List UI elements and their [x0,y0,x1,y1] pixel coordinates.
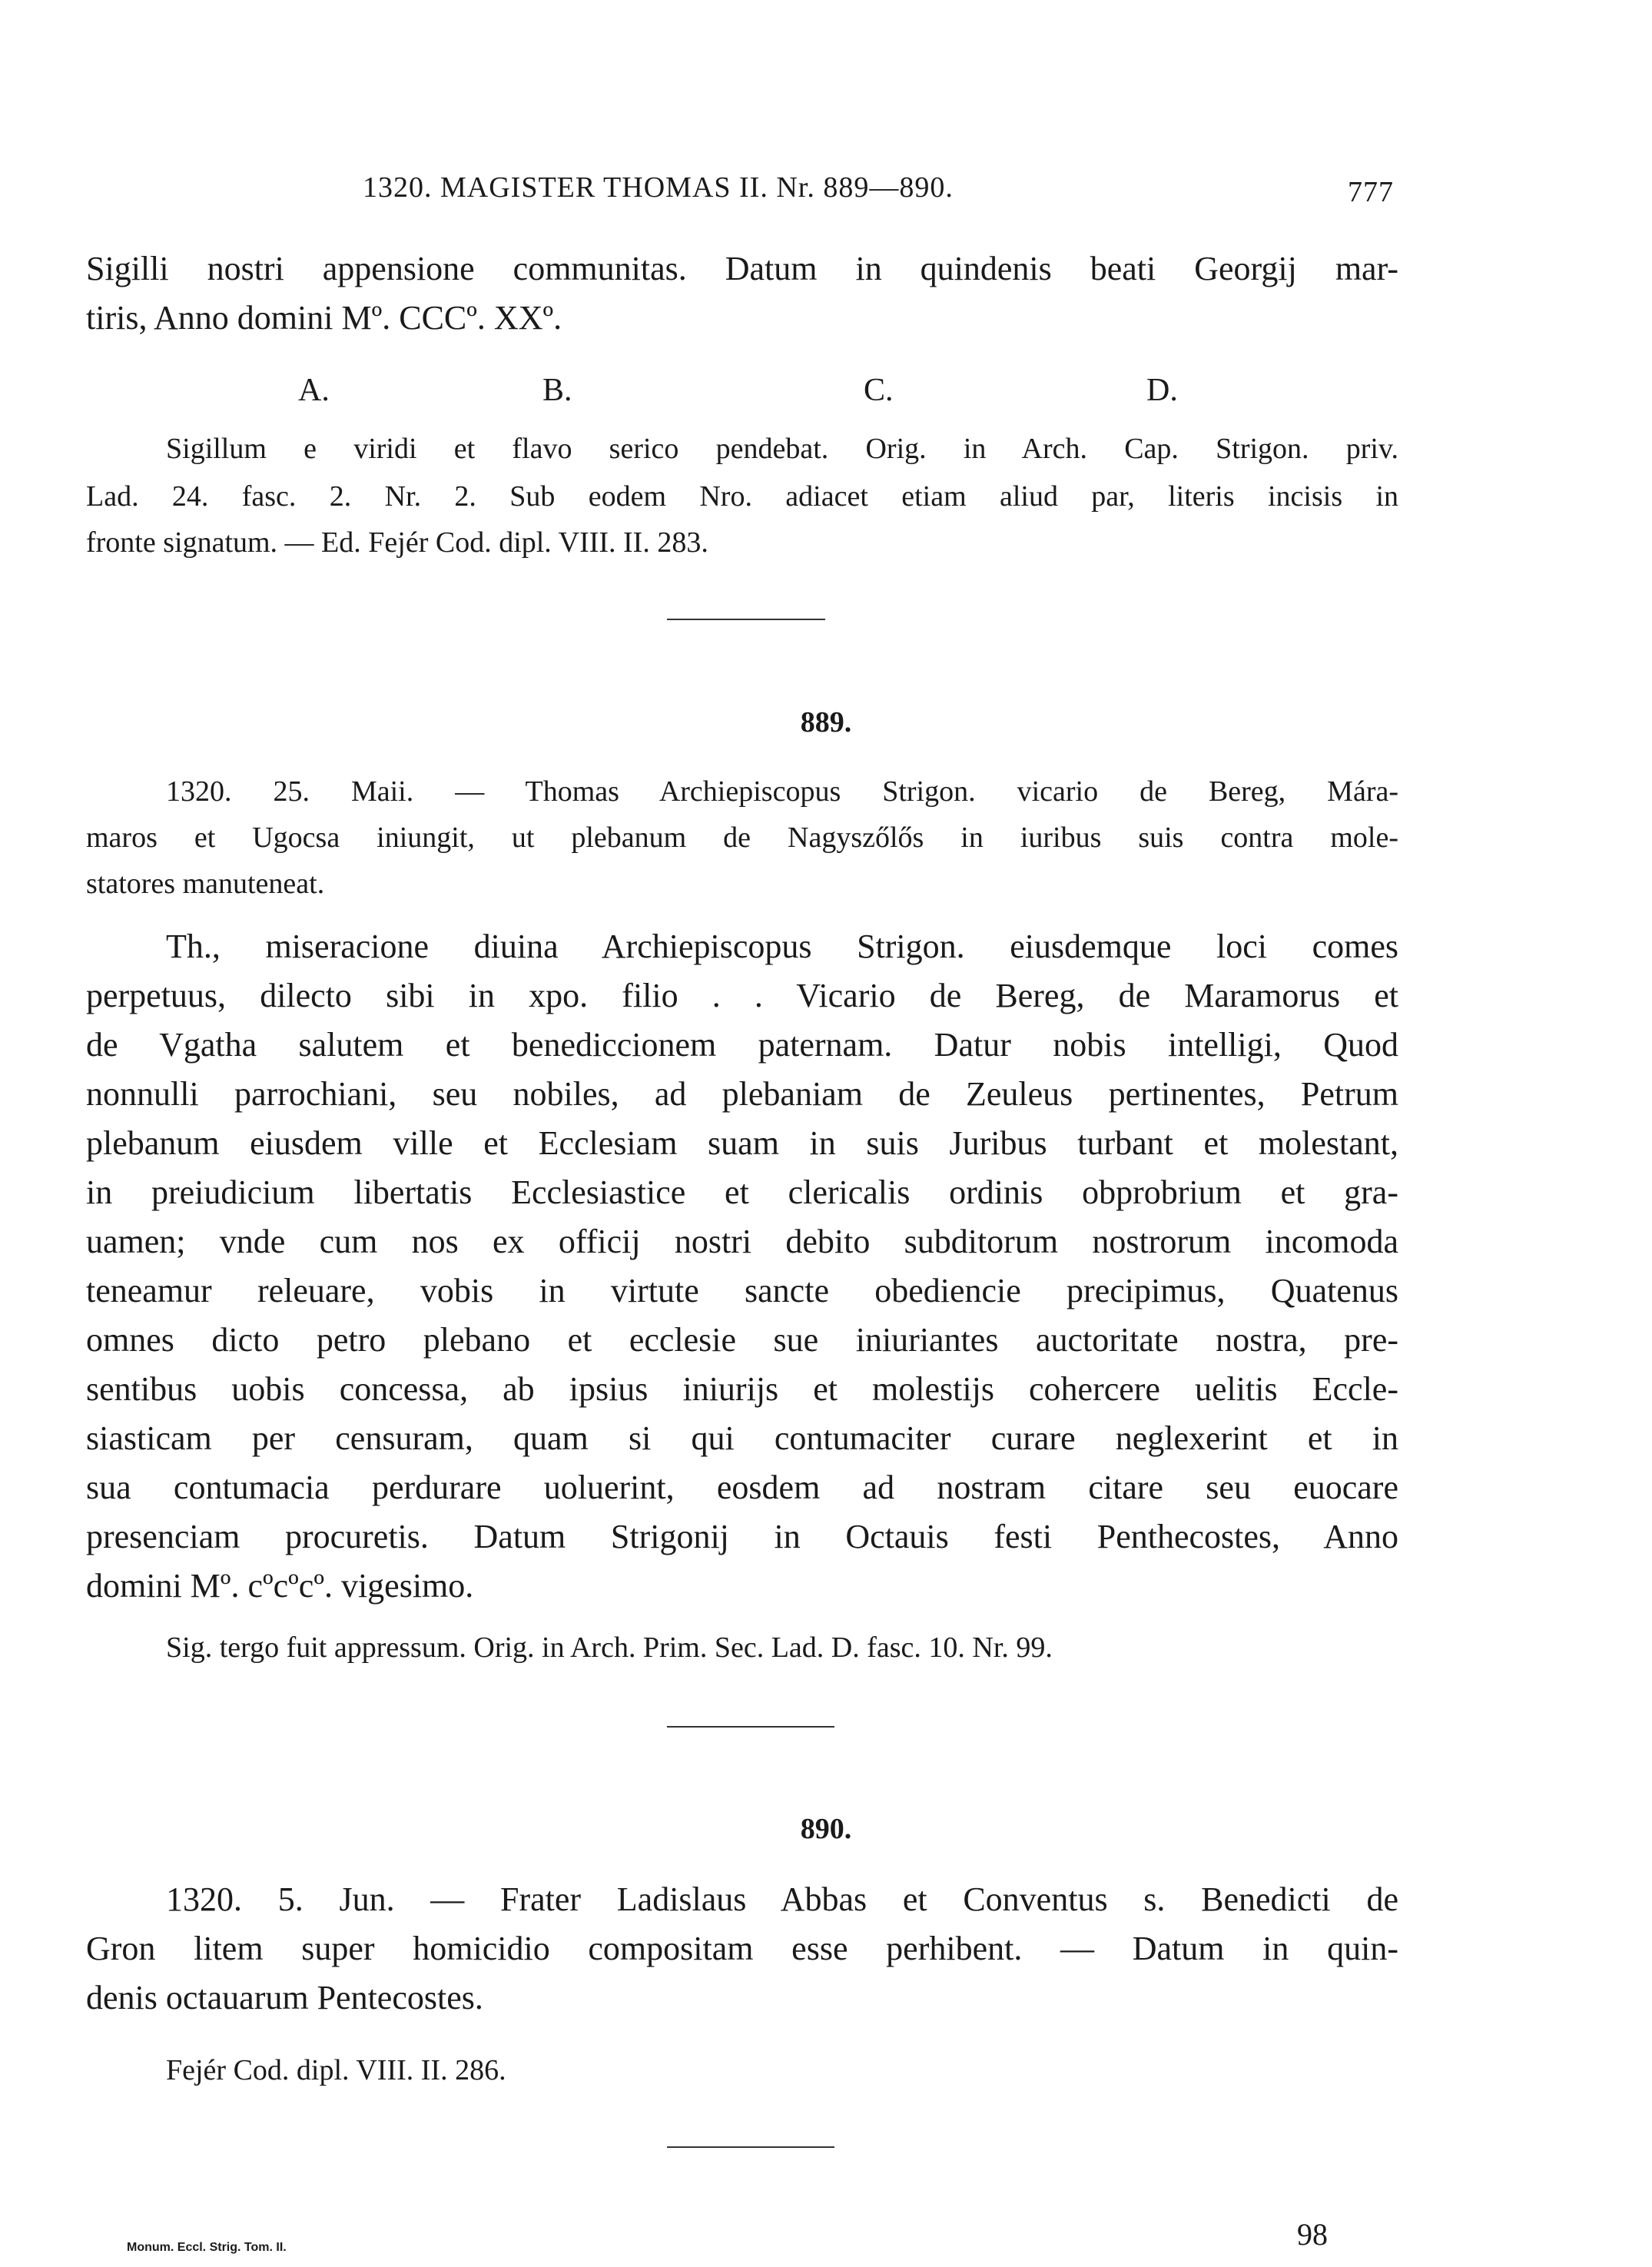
document-number-890: 890. [800,1813,852,1845]
document-number-889: 889. [800,706,852,739]
text-890-line-3: denis octauarum Pentecostes. [86,1979,483,2016]
note-889: Sig. tergo fuit appressum. Orig. in Arch. Prim. Sec. Lad. D. fasc. 10. Nr. 99. [166,1631,1053,1664]
separator-rule [667,2146,834,2148]
running-title: 1320. MAGISTER THOMAS II. Nr. 889—890. [363,171,954,204]
text-889-line-7: uamen; vnde cum nos ex officij nostri debito subditorum nostrorum incomoda [86,1223,1398,1260]
note-890: Fejér Cod. dipl. VIII. II. 286. [166,2054,506,2086]
text-889-line-9: omnes dicto petro plebano et ecclesie sue iniuriantes auctoritate nostra, pre- [86,1321,1398,1359]
prev-note-line-3: fronte signatum. — Ed. Fejér Cod. dipl. VIII. II. 283. [86,526,708,559]
sheet-number: 98 [1297,2217,1328,2252]
seal-letter-c: C. [864,373,894,408]
regest-889-line-1: 1320. 25. Maii. — Thomas Archiepiscopus Strigon. vicario de Bereg, Mára- [166,775,1398,808]
seal-letter-b: B. [542,373,572,408]
prev-text-line-2: tiris, Anno domini Mº. CCCº. XXº. [86,299,562,337]
regest-889-line-3: statores manuteneat. [86,868,325,900]
prev-note-line-1: Sigillum e viridi et flavo serico pendebat. Orig. in Arch. Cap. Strigon. priv. [166,433,1398,465]
prev-text-line-1: Sigilli nostri appensione communitas. Datum in quindenis beati Georgij mar- [86,250,1398,287]
text-889-line-13: presenciam procuretis. Datum Strigonij in Octauis festi Penthecostes, Anno [86,1518,1398,1555]
page-number: 777 [1348,176,1394,208]
text-889-line-4: nonnulli parrochiani, seu nobiles, ad plebaniam de Zeuleus pertinentes, Petrum [86,1075,1398,1113]
text-889-line-10: sentibus uobis concessa, ab ipsius iniurijs et molestijs cohercere uelitis Eccle- [86,1370,1398,1408]
text-889-line-1: Th., miseracione diuina Archiepiscopus Strigon. eiusdemque loci comes [166,928,1398,965]
footer-signature: Monum. Eccl. Strig. Tom. II. [127,2241,287,2254]
text-889-line-2: perpetuus, dilecto sibi in xpo. filio . . Vicario de Bereg, de Maramorus et [86,977,1398,1014]
separator-rule [667,619,825,620]
separator-rule [667,1726,834,1728]
text-889-line-11: siasticam per censuram, quam si qui contumaciter curare neglexerint et in [86,1419,1398,1457]
seal-letter-d: D. [1146,373,1178,408]
text-889-line-14: domini Mº. cºcºcº. vigesimo. [86,1567,474,1605]
text-890-line-1: 1320. 5. Jun. — Frater Ladislaus Abbas et Conventus s. Benedicti de [166,1880,1398,1918]
text-889-line-8: teneamur releuare, vobis in virtute sancte obediencie precipimus, Quatenus [86,1272,1398,1309]
text-889-line-5: plebanum eiusdem ville et Ecclesiam suam in suis Juribus turbant et molestant, [86,1124,1398,1162]
prev-note-line-2: Lad. 24. fasc. 2. Nr. 2. Sub eodem Nro. adiacet etiam aliud par, literis incisis in [86,480,1398,513]
regest-889-line-2: maros et Ugocsa iniungit, ut plebanum de Nagyszőlős in iuribus suis contra mole- [86,821,1398,854]
text-889-line-3: de Vgatha salutem et benediccionem paternam. Datur nobis intelligi, Quod [86,1026,1398,1064]
text-890-line-2: Gron litem super homicidio compositam esse perhibent. — Datum in quin- [86,1930,1398,1967]
text-889-line-12: sua contumacia perdurare uoluerint, eosdem ad nostram citare seu euocare [86,1469,1398,1506]
text-889-line-6: in preiudicium libertatis Ecclesiastice et clericalis ordinis obprobrium et gra- [86,1173,1398,1211]
seal-letter-a: A. [298,373,330,408]
